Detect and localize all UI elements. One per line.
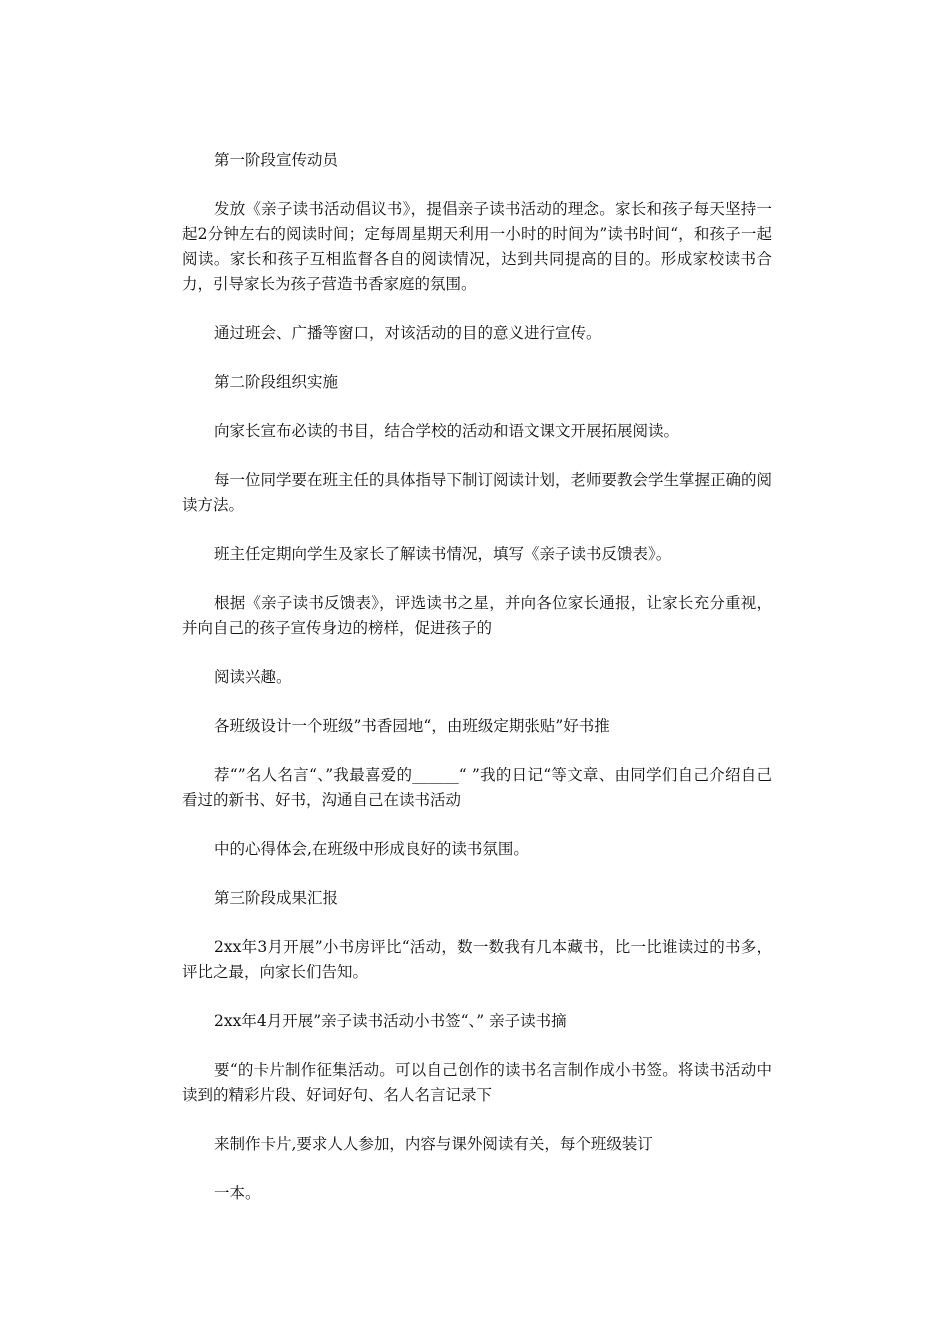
paragraph-reading-star: 根据《亲子读书反馈表》，评选读书之星，并向各位家长通报，让家长充分重视，并向自己的孩子宣传身边的榜样，促进孩子的 — [182, 594, 772, 637]
section-heading-phase-2: 第二阶段组织实施 — [214, 373, 339, 391]
paragraph-closing: 一本。 — [214, 1184, 261, 1202]
paragraph-feedback-form: 班主任定期向学生及家长了解读书情况，填写《亲子读书反馈表》。 — [214, 545, 672, 563]
paragraph-booklist: 向家长宣布必读的书目，结合学校的活动和语文课文开展拓展阅读。 — [214, 422, 680, 440]
paragraph-reading-plan: 每一位同学要在班主任的具体指导下制订阅读计划，老师要教会学生掌握正确的阅读方法。 — [182, 471, 773, 514]
section-heading-phase-1: 第一阶段宣传动员 — [214, 151, 339, 169]
paragraph-initiative: 发放《亲子读书活动倡议书》，提倡亲子读书活动的理念。家长和孩子每天坚持一起2分钟左右的阅读时间；定每周星期天利用一小时的时间为”读书时间“，和孩子一起阅读。家长和孩子互相监督各自的阅读情况，达到共同提高的目的。形成家校读书合力，引导家长为孩子营造书香家庭的氛围。 — [182, 200, 772, 293]
document-page — [182, 148, 772, 1230]
section-heading-phase-3: 第三阶段成果汇报 — [214, 889, 339, 907]
paragraph-experience: 中的心得体会,在班级中形成良好的读书氛围。 — [214, 840, 529, 858]
paragraph-april-activity: 2xx年4月开展”亲子读书活动小书签“、” 亲子读书摘 — [214, 1012, 567, 1030]
paragraph-class-garden: 各班级设计一个班级”书香园地“，由班级定期张贴”好书推 — [214, 717, 610, 735]
paragraph-march-activity: 2xx年3月开展”小书房评比“活动，数一数我有几本藏书，比一比谁读过的书多，评比之最，向家长们告知。 — [182, 938, 772, 981]
paragraph-recommendations: 荐“”名人名言“、”我最喜爱的______“ ”我的日记“等文章、由同学们自己介绍自己看过的新书、好书，沟通自己在读书活动 — [182, 766, 772, 809]
paragraph-card-requirements: 来制作卡片,要求人人参加，内容与课外阅读有关，每个班级装订 — [214, 1135, 653, 1153]
paragraph-reading-interest: 阅读兴趣。 — [214, 668, 292, 686]
paragraph-card-collection: 要“的卡片制作征集活动。可以自己创作的读书名言制作成小书签。将读书活动中读到的精彩片段、好词好句、名人名言记录下 — [182, 1061, 772, 1104]
paragraph-publicity: 通过班会、广播等窗口，对该活动的目的意义进行宣传。 — [214, 324, 602, 342]
